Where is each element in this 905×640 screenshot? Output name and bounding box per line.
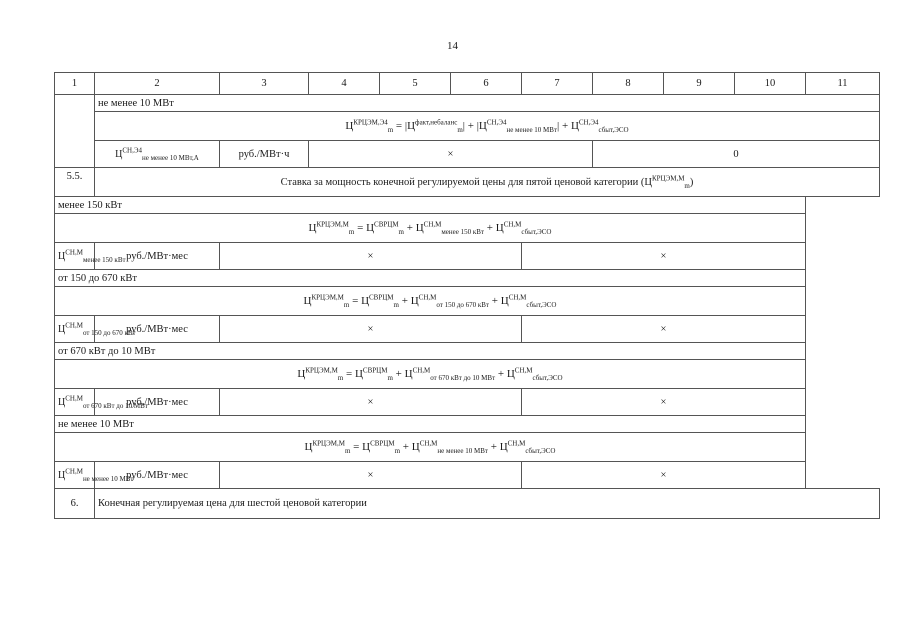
col-header: 11: [806, 73, 880, 95]
tariff-symbol: $Ц^{СН,М}_{от 670 кВт до 10 МВт}$: [55, 389, 95, 416]
caption: от 150 до 670 кВт: [55, 270, 806, 287]
col-header: 3: [220, 73, 309, 95]
page-number: 14: [447, 40, 458, 52]
cross-mark: ×: [522, 389, 806, 416]
cross-mark: ×: [220, 389, 522, 416]
formula-e4: $Ц^{КРЦЭМ,Э4}_m = |Ц^{факт,небаланс}_m| + |Ц^{СН,Э4}_{не менее 10 МВт}| + Ц^{СН,Э4}_{сбыт,ЭСО}$: [95, 112, 880, 141]
section-title: Ставка за мощность конечной регулируемой цены для пятой ценовой категории $(Ц^{КРЦЭМ,М}_m)$: [95, 168, 880, 197]
formula-m: $Ц^{КРЦЭМ,М}_m = Ц^{СВРЦМ}_m + Ц^{СН,М}_{от 670 кВт до 10 МВт} + Ц^{СН,М}_{сбыт,ЭСО}$: [55, 360, 806, 389]
col-header: 6: [451, 73, 522, 95]
unit-cell: руб./МВт·мес: [95, 243, 220, 270]
section-6-text: Конечная регулируемая цена для шестой ценовой категории: [95, 489, 880, 519]
col-header: 10: [735, 73, 806, 95]
tariff-symbol: $Ц^{СН,Э4}_{не менее 10 МВт,А}$: [95, 141, 220, 168]
cross-mark: ×: [220, 243, 522, 270]
unit-cell: руб./МВт·ч: [220, 141, 309, 168]
cross-mark: ×: [522, 243, 806, 270]
cross-mark: ×: [220, 462, 522, 489]
header-row: [55, 73, 880, 95]
cross-mark: ×: [220, 316, 522, 343]
cross-mark: ×: [522, 316, 806, 343]
col-header: 8: [593, 73, 664, 95]
formula-m: $Ц^{КРЦЭМ,М}_m = Ц^{СВРЦМ}_m + Ц^{СН,М}_{менее 150 кВт} + Ц^{СН,М}_{сбыт,ЭСО}$: [55, 214, 806, 243]
col-header: 9: [664, 73, 735, 95]
tariff-symbol: $Ц^{СН,М}_{от 150 до 670 кВт}$: [55, 316, 95, 343]
col-header: 7: [522, 73, 593, 95]
unit-cell: руб./МВт·мес: [95, 462, 220, 489]
row-number: 5.5.: [55, 168, 95, 197]
col-header: 5: [380, 73, 451, 95]
unit-cell: руб./МВт·мес: [95, 389, 220, 416]
value-cell: 0: [593, 141, 880, 168]
caption: не менее 10 МВт: [55, 416, 806, 433]
formula-m: $Ц^{КРЦЭМ,М}_m = Ц^{СВРЦМ}_m + Ц^{СН,М}_{не менее 10 МВт} + Ц^{СН,М}_{сбыт,ЭСО}$: [55, 433, 806, 462]
row-number: 6.: [55, 489, 95, 519]
col-header: 4: [309, 73, 380, 95]
tariff-symbol: $Ц^{СН,М}_{менее 150 кВт}$: [55, 243, 95, 270]
formula-m: $Ц^{КРЦЭМ,М}_m = Ц^{СВРЦМ}_m + Ц^{СН,М}_{от 150 до 670 кВт} + Ц^{СН,М}_{сбыт,ЭСО}$: [55, 287, 806, 316]
col-header: 2: [95, 73, 220, 95]
col-header: 1: [55, 73, 95, 95]
caption: менее 150 кВт: [55, 197, 806, 214]
caption: не менее 10 МВт: [95, 95, 880, 112]
unit-cell: руб./МВт·мес: [95, 316, 220, 343]
tariff-table: [54, 72, 880, 519]
row-number-empty: [55, 95, 95, 168]
caption: от 670 кВт до 10 МВт: [55, 343, 806, 360]
tariff-symbol: $Ц^{СН,М}_{не менее 10 МВт}$: [55, 462, 95, 489]
cross-mark: ×: [309, 141, 593, 168]
cross-mark: ×: [522, 462, 806, 489]
